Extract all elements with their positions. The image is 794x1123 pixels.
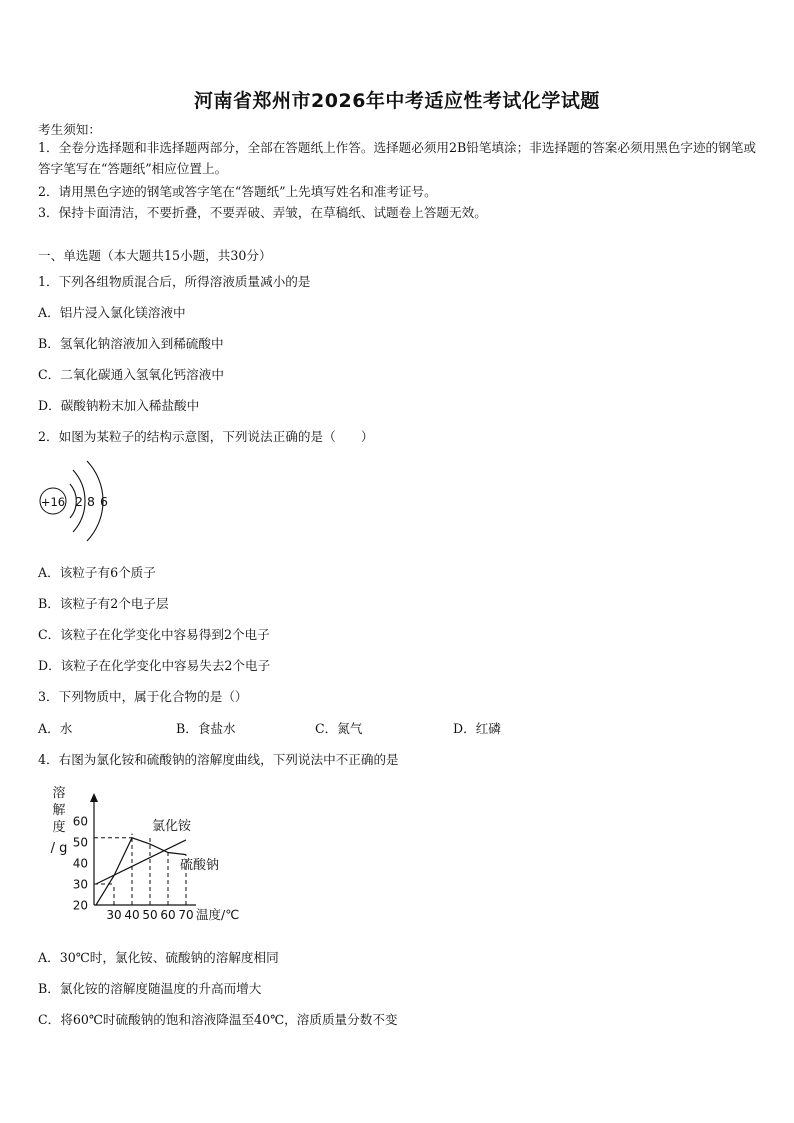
nucleus-charge: +16 bbox=[40, 495, 66, 509]
x-axis-label: 温度/℃ bbox=[196, 907, 240, 922]
question-3-stem: 3．下列物质中，属于化合物的是（） bbox=[38, 689, 248, 704]
question-2-stem: 2．如图为某粒子的结构示意图，下列说法正确的是（ ） bbox=[38, 429, 374, 444]
notice-heading: 考生须知： bbox=[38, 122, 101, 137]
y-axis-label-3: 度 bbox=[52, 820, 66, 835]
question-4-option-a: A．30℃时，氯化铵、硫酸钠的溶解度相同 bbox=[38, 950, 279, 965]
y-tick-label: 50 bbox=[72, 835, 88, 850]
question-1-option-b: B．氢氧化钠溶液加入到稀硫酸中 bbox=[38, 336, 224, 351]
series-line-sodium-sulfate bbox=[96, 838, 186, 905]
question-1-option-a: A．铝片浸入氯化镁溶液中 bbox=[38, 305, 186, 320]
section-heading: 一、单选题（本大题共15小题，共30分） bbox=[38, 248, 272, 263]
shell-1-electrons: 2 bbox=[75, 494, 83, 509]
y-tick-label: 30 bbox=[72, 877, 88, 892]
question-2-option-a: A．该粒子有6个质子 bbox=[38, 565, 156, 580]
question-1-option-c: C．二氧化碳通入氢氧化钙溶液中 bbox=[38, 367, 224, 382]
atom-structure-diagram bbox=[36, 455, 126, 550]
question-3-option-c: C．氮气 bbox=[315, 721, 363, 736]
y-axis-label-group bbox=[51, 785, 68, 856]
page-title: 河南省郑州市2026年中考适应性考试化学试题 bbox=[194, 90, 600, 112]
question-4-option-c: C．将60℃时硫酸钠的饱和溶液降温至40℃，溶质质量分数不变 bbox=[38, 1012, 398, 1027]
question-4-option-b: B．氯化铵的溶解度随温度的升高而增大 bbox=[38, 981, 262, 996]
question-2-option-d: D．该粒子在化学变化中容易失去2个电子 bbox=[38, 658, 271, 673]
y-axis-label-1: 溶 bbox=[52, 786, 66, 801]
y-tick-label: 20 bbox=[72, 898, 88, 913]
x-tick-label: 30 bbox=[106, 908, 122, 922]
y-axis-label-4: / g bbox=[50, 841, 68, 856]
shell-2-electrons: 8 bbox=[87, 494, 95, 509]
y-axis-label-2: 解 bbox=[52, 803, 66, 818]
notice-item-3: 3．保持卡面清洁，不要折叠，不要弄破、弄皱，在草稿纸、试题卷上答题无效。 bbox=[38, 205, 487, 220]
question-2-option-c: C．该粒子在化学变化中容易得到2个电子 bbox=[38, 627, 270, 642]
x-tick-label: 60 bbox=[160, 908, 176, 922]
y-tick-label: 60 bbox=[72, 814, 88, 829]
y-tick-label: 40 bbox=[72, 856, 88, 871]
series-line-ammonium-chloride bbox=[96, 840, 186, 884]
question-3-option-a: A．水 bbox=[38, 721, 73, 736]
y-axis-arrow bbox=[90, 793, 98, 802]
x-tick-label: 50 bbox=[142, 908, 158, 922]
solubility-chart bbox=[36, 780, 256, 930]
notice-item-2: 2．请用黑色字迹的钢笔或答字笔在“答题纸”上先填写姓名和准考证号。 bbox=[38, 184, 437, 199]
notice-item-1: 1．全卷分选择题和非选择题两部分，全部在答题纸上作答。选择题必须用2B铅笔填涂；非选择题的答案必须用黑色字迹的钢笔或答字笔写在“答题纸”相应位置上。 bbox=[38, 140, 756, 176]
question-3-option-b: B．食盐水 bbox=[176, 721, 236, 736]
question-1-option-d: D．碳酸钠粉末加入稀盐酸中 bbox=[38, 398, 200, 413]
x-tick-label: 70 bbox=[178, 908, 194, 922]
question-3-option-d: D．红磷 bbox=[453, 721, 501, 736]
question-1-stem: 1．下列各组物质混合后，所得溶液质量减小的是 bbox=[38, 274, 311, 289]
series-label-ammonium-chloride: 氯化铵 bbox=[152, 819, 192, 834]
question-2-option-b: B．该粒子有2个电子层 bbox=[38, 596, 169, 611]
shell-3-electrons: 6 bbox=[100, 494, 108, 509]
question-4-stem: 4．右图为氯化铵和硫酸钠的溶解度曲线，下列说法中不正确的是 bbox=[38, 752, 399, 767]
series-label-sodium-sulfate: 硫酸钠 bbox=[180, 858, 220, 873]
x-tick-label: 40 bbox=[124, 908, 140, 922]
